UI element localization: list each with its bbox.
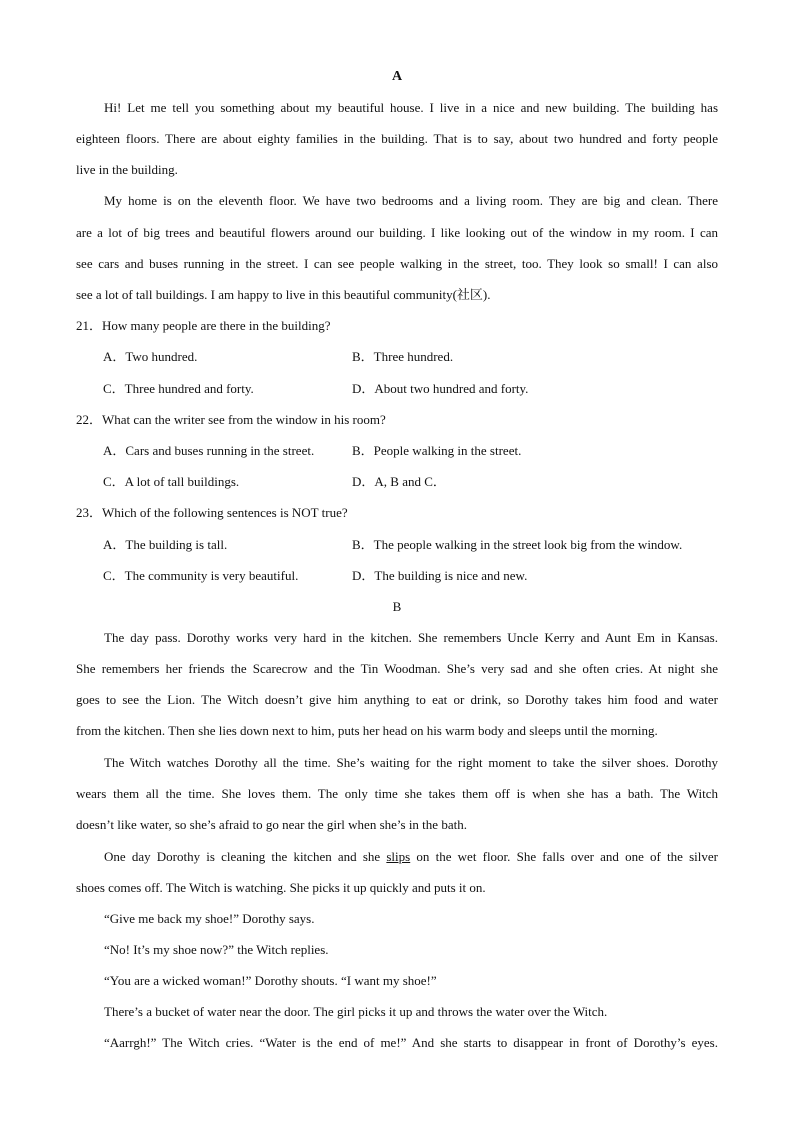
passage-a-line: Hi! Let me tell you something about my beautiful house. I live in a nice and new building. The building has: [104, 100, 718, 115]
option-d[interactable]: D．A, B and C．: [352, 474, 446, 489]
question-stem: 23．Which of the following sentences is NOT true?: [76, 505, 348, 520]
question-stem: 21．How many people are there in the building?: [76, 318, 331, 333]
text-run: on the wet floor. She falls over and one of the silver: [416, 849, 718, 864]
passage-b-line: She remembers her friends the Scarecrow and the Tin Woodman. She’s very sad and she often cries. At night she: [76, 661, 718, 676]
passage-b-line: doesn’t like water, so she’s afraid to go near the girl when she’s in the bath.: [76, 817, 467, 832]
passage-b-line: wears them all the time. She loves them. The only time she takes them off is when she has a bath. The Witch: [76, 786, 718, 801]
passage-b-line: [104, 849, 718, 865]
text-run: One day Dorothy is cleaning the kitchen and she: [104, 849, 381, 864]
option-d[interactable]: D．About two hundred and forty.: [352, 381, 529, 396]
underlined-word: slips: [386, 849, 411, 864]
section-b-title: B: [392, 599, 402, 614]
passage-a-line: My home is on the eleventh floor. We have two bedrooms and a living room. They are big and clean. There: [104, 193, 718, 208]
passage-b-line: There’s a bucket of water near the door. The girl picks it up and throws the water over the Witch.: [104, 1004, 608, 1019]
option-a[interactable]: A．Cars and buses running in the street.: [103, 443, 315, 458]
option-a[interactable]: A．Two hundred.: [103, 349, 198, 364]
dialogue-line: “You are a wicked woman!” Dorothy shouts. “I want my shoe!”: [104, 973, 437, 988]
option-c[interactable]: C．A lot of tall buildings.: [103, 474, 240, 489]
option-c[interactable]: C．Three hundred and forty.: [103, 381, 254, 396]
passage-b-line: The Witch watches Dorothy all the time. She’s waiting for the right moment to take the silver shoes. Dorothy: [104, 755, 718, 770]
passage-b-line: The day pass. Dorothy works very hard in the kitchen. She remembers Uncle Kerry and Aunt Em in Kansas.: [104, 630, 718, 645]
question-stem: 22．What can the writer see from the window in his room?: [76, 412, 386, 427]
option-d[interactable]: D．The building is nice and new.: [352, 568, 528, 583]
passage-a-line: are a lot of big trees and beautiful flowers around our building. I like looking out of the window in my room. I can: [76, 225, 718, 240]
option-b[interactable]: B．Three hundred.: [352, 349, 454, 364]
passage-b-line: goes to see the Lion. The Witch doesn’t give him anything to eat or drink, so Dorothy takes him food and water: [76, 692, 718, 707]
passage-b-line: from the kitchen. Then she lies down next to him, puts her head on his warm body and sleeps until the morning.: [76, 723, 658, 738]
option-b[interactable]: B．People walking in the street.: [352, 443, 522, 458]
passage-a-line: see cars and buses running in the street. I can see people walking in the street, too. They look so small! I can also: [76, 256, 718, 271]
passage-a-line: eighteen floors. There are about eighty families in the building. That is to say, about two hundred and forty people: [76, 131, 718, 146]
option-c[interactable]: C．The community is very beautiful.: [103, 568, 299, 583]
dialogue-line: “No! It’s my shoe now?” the Witch replies.: [104, 942, 329, 957]
section-a-title: A: [391, 69, 403, 84]
passage-b-line: shoes comes off. The Witch is watching. She picks it up quickly and puts it on.: [76, 880, 486, 895]
option-a[interactable]: A．The building is tall.: [103, 537, 228, 552]
option-b[interactable]: B．The people walking in the street look big from the window.: [352, 537, 683, 552]
passage-a-line: see a lot of tall buildings. I am happy to live in this beautiful community(社区).: [76, 287, 491, 302]
dialogue-line: “Give me back my shoe!” Dorothy says.: [104, 911, 315, 926]
dialogue-line: “Aarrgh!” The Witch cries. “Water is the end of me!” And she starts to disappear in front of Dorothy’s eyes.: [104, 1035, 718, 1050]
passage-a-line: live in the building.: [76, 162, 178, 177]
